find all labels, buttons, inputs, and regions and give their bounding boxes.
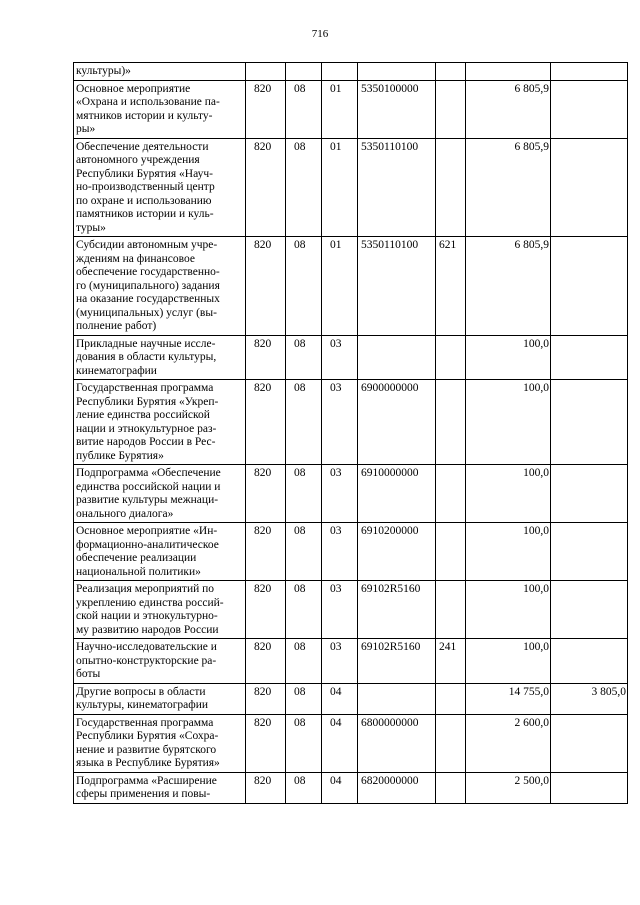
subsection-code-cell: 03: [322, 581, 358, 639]
target-article-cell: 5350110100: [358, 237, 436, 336]
table-row: [74, 714, 628, 772]
expense-name-cell: Обеспечение деятельности автономного учреждения Республики Бурятия «Науч- но-производственный центр по охране и использованию памятников истории и куль- туры»: [74, 138, 246, 237]
grbs-code-cell: 820: [246, 335, 286, 380]
expense-type-cell: [436, 380, 466, 465]
target-article-cell: 6820000000: [358, 772, 436, 803]
grbs-code-cell: 820: [246, 683, 286, 714]
section-code-cell: 08: [286, 465, 322, 523]
amount-extra-cell: [551, 639, 628, 684]
amount-cell: 6 805,9: [466, 237, 551, 336]
amount-extra-cell: [551, 138, 628, 237]
amount-extra-cell: [551, 63, 628, 81]
subsection-code-cell: 04: [322, 714, 358, 772]
amount-extra-cell: [551, 80, 628, 138]
amount-cell: 14 755,0: [466, 683, 551, 714]
expense-type-cell: [436, 335, 466, 380]
subsection-code-cell: 01: [322, 80, 358, 138]
amount-extra-cell: [551, 380, 628, 465]
expense-name-cell: Подпрограмма «Обеспечение единства российской нации и развитие культуры межнаци- онального диалога»: [74, 465, 246, 523]
budget-table-body: [74, 63, 628, 804]
amount-cell: 2 600,0: [466, 714, 551, 772]
expense-type-cell: 621: [436, 237, 466, 336]
target-article-cell: 6910000000: [358, 465, 436, 523]
target-article-cell: [358, 335, 436, 380]
amount-cell: 100,0: [466, 581, 551, 639]
expense-type-cell: [436, 581, 466, 639]
expense-name-cell: Государственная программа Республики Бурятия «Сохра- нение и развитие бурятского языка в Республике Бурятия»: [74, 714, 246, 772]
grbs-code-cell: 820: [246, 237, 286, 336]
amount-cell: [466, 63, 551, 81]
amount-cell: 100,0: [466, 465, 551, 523]
amount-extra-cell: [551, 714, 628, 772]
amount-cell: 100,0: [466, 335, 551, 380]
expense-type-cell: [436, 138, 466, 237]
section-code-cell: [286, 63, 322, 81]
table-row: [74, 581, 628, 639]
amount-cell: 2 500,0: [466, 772, 551, 803]
amount-cell: 6 805,9: [466, 80, 551, 138]
expense-type-cell: [436, 465, 466, 523]
table-row: [74, 380, 628, 465]
section-code-cell: 08: [286, 639, 322, 684]
section-code-cell: 08: [286, 772, 322, 803]
expense-type-cell: 241: [436, 639, 466, 684]
grbs-code-cell: 820: [246, 80, 286, 138]
subsection-code-cell: 04: [322, 772, 358, 803]
amount-extra-cell: [551, 465, 628, 523]
table-row: [74, 639, 628, 684]
expense-type-cell: [436, 714, 466, 772]
target-article-cell: 69102R5160: [358, 639, 436, 684]
amount-cell: 100,0: [466, 523, 551, 581]
target-article-cell: 5350100000: [358, 80, 436, 138]
table-row: [74, 63, 628, 81]
amount-extra-cell: [551, 772, 628, 803]
subsection-code-cell: 01: [322, 138, 358, 237]
expense-name-cell: Основное мероприятие «Охрана и использование па- мятников истории и культу- ры»: [74, 80, 246, 138]
table-row: [74, 683, 628, 714]
target-article-cell: [358, 683, 436, 714]
target-article-cell: 6910200000: [358, 523, 436, 581]
target-article-cell: 6800000000: [358, 714, 436, 772]
section-code-cell: 08: [286, 237, 322, 336]
amount-cell: 100,0: [466, 380, 551, 465]
expense-type-cell: [436, 80, 466, 138]
section-code-cell: 08: [286, 335, 322, 380]
target-article-cell: [358, 63, 436, 81]
page-number: 716: [311, 28, 329, 40]
grbs-code-cell: 820: [246, 523, 286, 581]
table-row: [74, 772, 628, 803]
expense-name-cell: Государственная программа Республики Бурятия «Укреп- ление единства российской нации и этнокультурное раз- витие народов России в Рес- публике Бурятия»: [74, 380, 246, 465]
subsection-code-cell: 03: [322, 335, 358, 380]
expense-name-cell: Субсидии автономным учре- ждениям на финансовое обеспечение государственно- го (муниципального) задания на оказание государственных (муниципальных) услуг (вы- полнение работ): [74, 237, 246, 336]
amount-extra-cell: [551, 523, 628, 581]
section-code-cell: 08: [286, 714, 322, 772]
expense-name-cell: Другие вопросы в области культуры, кинематографии: [74, 683, 246, 714]
target-article-cell: 5350110100: [358, 138, 436, 237]
grbs-code-cell: 820: [246, 380, 286, 465]
section-code-cell: 08: [286, 523, 322, 581]
expense-name-cell: культуры)»: [74, 63, 246, 81]
section-code-cell: 08: [286, 80, 322, 138]
amount-extra-cell: [551, 581, 628, 639]
expense-name-cell: Прикладные научные иссле- дования в области культуры, кинематографии: [74, 335, 246, 380]
subsection-code-cell: 03: [322, 465, 358, 523]
expense-name-cell: Основное мероприятие «Ин- формационно-аналитическое обеспечение реализации национальной политики»: [74, 523, 246, 581]
expense-name-cell: Подпрограмма «Расширение сферы применения и повы-: [74, 772, 246, 803]
table-row: [74, 523, 628, 581]
subsection-code-cell: 04: [322, 683, 358, 714]
expense-type-cell: [436, 523, 466, 581]
table-row: [74, 80, 628, 138]
grbs-code-cell: 820: [246, 138, 286, 237]
expense-name-cell: Реализация мероприятий по укреплению единства россий- ской нации и этнокультурно- му развитию народов России: [74, 581, 246, 639]
subsection-code-cell: [322, 63, 358, 81]
expense-type-cell: [436, 63, 466, 81]
target-article-cell: 69102R5160: [358, 581, 436, 639]
table-row: [74, 335, 628, 380]
grbs-code-cell: 820: [246, 772, 286, 803]
grbs-code-cell: 820: [246, 581, 286, 639]
grbs-code-cell: 820: [246, 714, 286, 772]
section-code-cell: 08: [286, 138, 322, 237]
grbs-code-cell: 820: [246, 465, 286, 523]
amount-cell: 100,0: [466, 639, 551, 684]
budget-table: [73, 62, 628, 804]
expense-type-cell: [436, 683, 466, 714]
subsection-code-cell: 01: [322, 237, 358, 336]
amount-extra-cell: [551, 237, 628, 336]
subsection-code-cell: 03: [322, 639, 358, 684]
amount-extra-cell: 3 805,0: [551, 683, 628, 714]
subsection-code-cell: 03: [322, 523, 358, 581]
section-code-cell: 08: [286, 683, 322, 714]
table-row: [74, 237, 628, 336]
grbs-code-cell: [246, 63, 286, 81]
section-code-cell: 08: [286, 581, 322, 639]
expense-type-cell: [436, 772, 466, 803]
table-row: [74, 138, 628, 237]
amount-extra-cell: [551, 335, 628, 380]
table-row: [74, 465, 628, 523]
subsection-code-cell: 03: [322, 380, 358, 465]
expense-name-cell: Научно-исследовательские и опытно-конструкторские ра- боты: [74, 639, 246, 684]
target-article-cell: 6900000000: [358, 380, 436, 465]
section-code-cell: 08: [286, 380, 322, 465]
grbs-code-cell: 820: [246, 639, 286, 684]
amount-cell: 6 805,9: [466, 138, 551, 237]
